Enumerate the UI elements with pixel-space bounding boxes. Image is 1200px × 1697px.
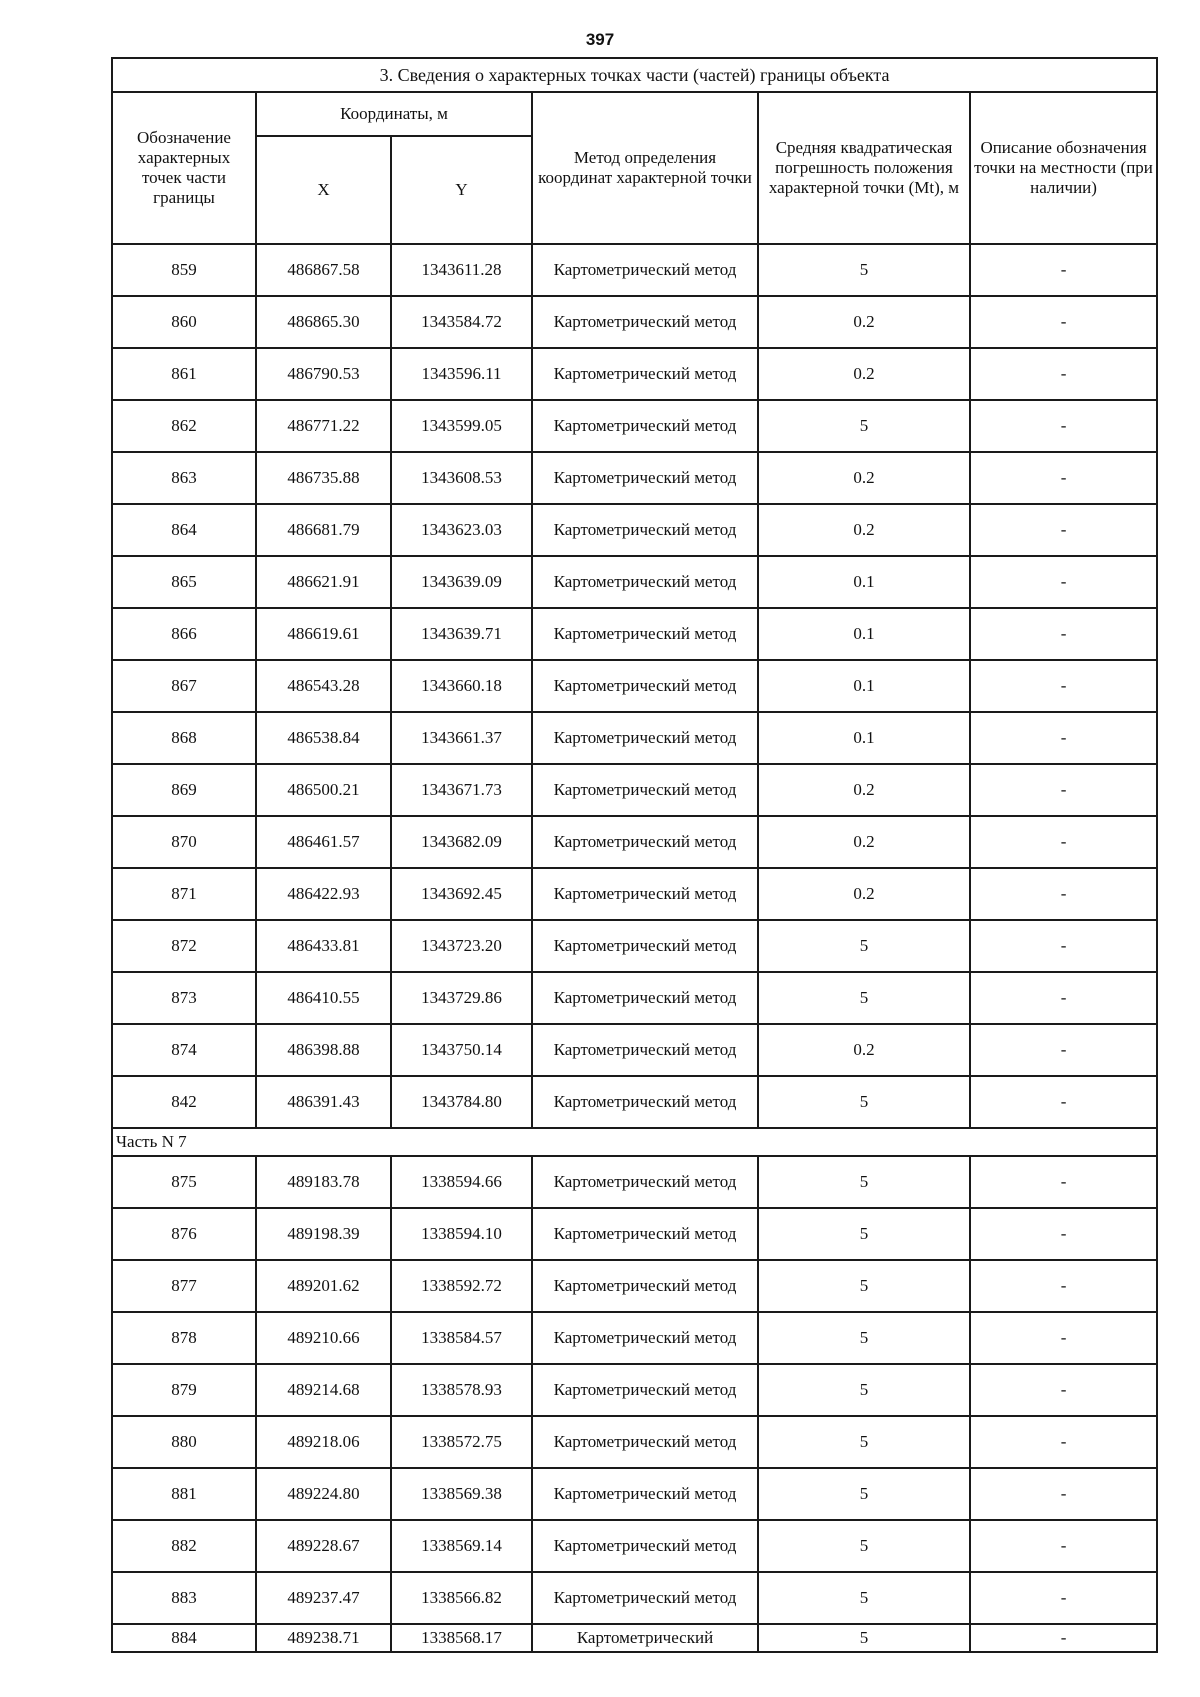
method-cell: [532, 868, 758, 920]
table-row: [112, 1520, 1157, 1572]
method-cell: [532, 1076, 758, 1128]
method-cell: [532, 1416, 758, 1468]
method-cell: [532, 244, 758, 296]
description-cell: -: [970, 1468, 1157, 1520]
description-cell: -: [970, 764, 1157, 816]
y-cell: 1343608.53: [391, 452, 532, 504]
y-cell: 1343639.09: [391, 556, 532, 608]
y-cell: 1338592.72: [391, 1260, 532, 1312]
description-cell: -: [970, 1312, 1157, 1364]
point-id-cell: 862: [112, 400, 256, 452]
description-cell: -: [970, 1024, 1157, 1076]
point-id-cell: 874: [112, 1024, 256, 1076]
method-text: Картометрический метод: [553, 780, 737, 799]
point-id-cell: 878: [112, 1312, 256, 1364]
x-cell: 489198.39: [256, 1208, 391, 1260]
point-id-cell: 863: [112, 452, 256, 504]
description-cell: -: [970, 608, 1157, 660]
y-cell: 1343584.72: [391, 296, 532, 348]
method-text: Картометрический метод: [553, 728, 737, 747]
method-text: Картометрический метод: [553, 988, 737, 1007]
y-cell: 1338594.66: [391, 1156, 532, 1208]
method-text: Картометрический метод: [553, 1328, 737, 1347]
y-cell: 1343596.11: [391, 348, 532, 400]
table-row: [112, 712, 1157, 764]
x-cell: 486398.88: [256, 1024, 391, 1076]
table-row: [112, 868, 1157, 920]
y-cell: 1338569.14: [391, 1520, 532, 1572]
x-cell: 489224.80: [256, 1468, 391, 1520]
x-cell: 486735.88: [256, 452, 391, 504]
description-cell: -: [970, 452, 1157, 504]
y-cell: 1343729.86: [391, 972, 532, 1024]
x-cell: 486433.81: [256, 920, 391, 972]
method-text: Картометрический метод: [553, 1380, 737, 1399]
table-row: [112, 972, 1157, 1024]
point-id-cell: 873: [112, 972, 256, 1024]
method-text: Картометрический метод: [553, 832, 737, 851]
x-cell: 489210.66: [256, 1312, 391, 1364]
header-point: Обозначение характерных точек части границы: [112, 92, 256, 244]
description-cell: -: [970, 712, 1157, 764]
method-cell: [532, 400, 758, 452]
x-cell: 489201.62: [256, 1260, 391, 1312]
method-cell: [532, 972, 758, 1024]
y-cell: 1343639.71: [391, 608, 532, 660]
x-cell: 486461.57: [256, 816, 391, 868]
method-cell: [532, 1260, 758, 1312]
description-cell: -: [970, 1416, 1157, 1468]
method-cell: [532, 296, 758, 348]
point-id-cell: 869: [112, 764, 256, 816]
point-id-cell: 872: [112, 920, 256, 972]
mt-cell: 5: [758, 1208, 970, 1260]
method-cell: [532, 1364, 758, 1416]
method-cell: [532, 816, 758, 868]
y-cell: 1343611.28: [391, 244, 532, 296]
mt-cell: 0.2: [758, 504, 970, 556]
point-id-cell: 861: [112, 348, 256, 400]
table-row: [112, 920, 1157, 972]
y-cell: 1343750.14: [391, 1024, 532, 1076]
method-text: Картометрический метод: [553, 1172, 737, 1191]
table-row: [112, 1260, 1157, 1312]
description-cell: -: [970, 920, 1157, 972]
point-id-cell: 842: [112, 1076, 256, 1128]
y-cell: 1343671.73: [391, 764, 532, 816]
mt-cell: 5: [758, 1364, 970, 1416]
table-row: [112, 608, 1157, 660]
method-text: Картометрический метод: [553, 468, 737, 487]
point-id-cell: 883: [112, 1572, 256, 1624]
description-cell: -: [970, 556, 1157, 608]
y-cell: 1338568.17: [391, 1624, 532, 1652]
header-y: Y: [391, 136, 532, 244]
x-cell: 489237.47: [256, 1572, 391, 1624]
method-cell: [532, 1468, 758, 1520]
x-cell: 486681.79: [256, 504, 391, 556]
y-cell: 1338572.75: [391, 1416, 532, 1468]
description-cell: -: [970, 1364, 1157, 1416]
description-cell: -: [970, 244, 1157, 296]
description-cell: -: [970, 1156, 1157, 1208]
rows-part-a: [112, 244, 1157, 1128]
y-cell: 1338569.38: [391, 1468, 532, 1520]
mt-cell: 5: [758, 1468, 970, 1520]
method-cell: [532, 1520, 758, 1572]
mt-cell: 0.2: [758, 816, 970, 868]
mt-cell: 5: [758, 972, 970, 1024]
table-row: [112, 296, 1157, 348]
y-cell: 1338566.82: [391, 1572, 532, 1624]
mt-cell: 5: [758, 400, 970, 452]
method-text: Картометрический: [576, 1628, 714, 1647]
mt-cell: 5: [758, 1312, 970, 1364]
mt-cell: 5: [758, 1624, 970, 1652]
table-row: [112, 400, 1157, 452]
method-cell: [532, 608, 758, 660]
x-cell: 486410.55: [256, 972, 391, 1024]
point-id-cell: 881: [112, 1468, 256, 1520]
table-row: [112, 452, 1157, 504]
header-coords: Координаты, м: [256, 92, 532, 136]
point-id-cell: 871: [112, 868, 256, 920]
x-cell: 486422.93: [256, 868, 391, 920]
description-cell: -: [970, 348, 1157, 400]
y-cell: 1343723.20: [391, 920, 532, 972]
section-label: Часть N 7: [112, 1128, 1157, 1156]
point-id-cell: 879: [112, 1364, 256, 1416]
point-id-cell: 884: [112, 1624, 256, 1652]
table-row: [112, 1076, 1157, 1128]
method-cell: [532, 348, 758, 400]
x-cell: 489218.06: [256, 1416, 391, 1468]
header-method: Метод определения координат характерной точки: [532, 92, 758, 244]
point-id-cell: 859: [112, 244, 256, 296]
mt-cell: 0.2: [758, 452, 970, 504]
method-cell: [532, 712, 758, 764]
x-cell: 486865.30: [256, 296, 391, 348]
mt-cell: 5: [758, 1076, 970, 1128]
point-id-cell: 860: [112, 296, 256, 348]
page-number: 397: [585, 30, 615, 49]
method-cell: [532, 660, 758, 712]
description-cell: -: [970, 816, 1157, 868]
y-cell: 1338594.10: [391, 1208, 532, 1260]
table-row: [112, 816, 1157, 868]
y-cell: 1343784.80: [391, 1076, 532, 1128]
method-cell: [532, 452, 758, 504]
method-text: Картометрический метод: [553, 416, 737, 435]
method-cell: [532, 1312, 758, 1364]
description-cell: -: [970, 972, 1157, 1024]
description-cell: -: [970, 660, 1157, 712]
method-text: Картометрический метод: [553, 624, 737, 643]
mt-cell: 0.1: [758, 556, 970, 608]
method-text: Картометрический метод: [553, 1276, 737, 1295]
point-id-cell: 865: [112, 556, 256, 608]
y-cell: 1343682.09: [391, 816, 532, 868]
method-cell: [532, 1572, 758, 1624]
point-id-cell: 864: [112, 504, 256, 556]
point-id-cell: 868: [112, 712, 256, 764]
x-cell: 486619.61: [256, 608, 391, 660]
description-cell: -: [970, 1520, 1157, 1572]
point-id-cell: 875: [112, 1156, 256, 1208]
table-row: [112, 660, 1157, 712]
x-cell: 486391.43: [256, 1076, 391, 1128]
description-cell: -: [970, 868, 1157, 920]
table-row: [112, 1208, 1157, 1260]
table-row: [112, 504, 1157, 556]
mt-cell: 5: [758, 1156, 970, 1208]
y-cell: 1343623.03: [391, 504, 532, 556]
mt-cell: 0.2: [758, 348, 970, 400]
y-cell: 1343660.18: [391, 660, 532, 712]
method-cell: [532, 920, 758, 972]
rows-part-b: [112, 1156, 1157, 1652]
point-id-cell: 877: [112, 1260, 256, 1312]
x-cell: 486500.21: [256, 764, 391, 816]
header-x: X: [256, 136, 391, 244]
method-text: Картометрический метод: [553, 1484, 737, 1503]
table-row: [112, 556, 1157, 608]
method-text: Картометрический метод: [553, 936, 737, 955]
table-row: [112, 1156, 1157, 1208]
mt-cell: 5: [758, 1572, 970, 1624]
method-cell: [532, 1208, 758, 1260]
x-cell: 486771.22: [256, 400, 391, 452]
y-cell: 1343692.45: [391, 868, 532, 920]
method-text: Картометрический метод: [553, 260, 737, 279]
description-cell: -: [970, 1572, 1157, 1624]
header-error: Средняя квадратическая погрешность положения характерной точки (Mt), м: [758, 92, 970, 244]
mt-cell: 0.1: [758, 608, 970, 660]
mt-cell: 5: [758, 1260, 970, 1312]
mt-cell: 0.1: [758, 712, 970, 764]
table-row: [112, 1572, 1157, 1624]
method-text: Картометрический метод: [553, 1040, 737, 1059]
boundary-points-table: [111, 57, 1158, 1653]
point-id-cell: 870: [112, 816, 256, 868]
description-cell: -: [970, 1624, 1157, 1652]
table-row: [112, 1024, 1157, 1076]
method-cell: [532, 1156, 758, 1208]
mt-cell: 5: [758, 920, 970, 972]
method-text: Картометрический метод: [553, 572, 737, 591]
method-text: Картометрический метод: [553, 1536, 737, 1555]
x-cell: 489238.71: [256, 1624, 391, 1652]
mt-cell: 0.2: [758, 764, 970, 816]
table-title: 3. Сведения о характерных точках части (частей) границы объекта: [112, 58, 1157, 92]
table-row: [112, 348, 1157, 400]
method-cell: [532, 556, 758, 608]
mt-cell: 0.2: [758, 868, 970, 920]
point-id-cell: 866: [112, 608, 256, 660]
y-cell: 1343661.37: [391, 712, 532, 764]
description-cell: -: [970, 1208, 1157, 1260]
method-text: Картометрический метод: [553, 1432, 737, 1451]
point-id-cell: 880: [112, 1416, 256, 1468]
method-text: Картометрический метод: [553, 1092, 737, 1111]
table-row: [112, 1468, 1157, 1520]
table-row: [112, 1416, 1157, 1468]
mt-cell: 0.2: [758, 296, 970, 348]
method-text: Картометрический метод: [553, 676, 737, 695]
point-id-cell: 876: [112, 1208, 256, 1260]
description-cell: -: [970, 400, 1157, 452]
method-cell: [532, 764, 758, 816]
table-row: [112, 244, 1157, 296]
method-text: Картометрический метод: [553, 520, 737, 539]
y-cell: 1338578.93: [391, 1364, 532, 1416]
mt-cell: 5: [758, 244, 970, 296]
y-cell: 1338584.57: [391, 1312, 532, 1364]
mt-cell: 0.2: [758, 1024, 970, 1076]
x-cell: 486790.53: [256, 348, 391, 400]
method-text: Картометрический метод: [553, 1224, 737, 1243]
description-cell: -: [970, 1076, 1157, 1128]
table-row: [112, 1624, 1157, 1652]
table-row: [112, 764, 1157, 816]
x-cell: 486621.91: [256, 556, 391, 608]
point-id-cell: 882: [112, 1520, 256, 1572]
x-cell: 489228.67: [256, 1520, 391, 1572]
y-cell: 1343599.05: [391, 400, 532, 452]
point-id-cell: 867: [112, 660, 256, 712]
x-cell: 486538.84: [256, 712, 391, 764]
mt-cell: 5: [758, 1416, 970, 1468]
x-cell: 486867.58: [256, 244, 391, 296]
mt-cell: 5: [758, 1520, 970, 1572]
x-cell: 489214.68: [256, 1364, 391, 1416]
method-text: Картометрический метод: [553, 884, 737, 903]
table-row: [112, 1364, 1157, 1416]
x-cell: 486543.28: [256, 660, 391, 712]
x-cell: 489183.78: [256, 1156, 391, 1208]
method-text: Картометрический метод: [553, 312, 737, 331]
description-cell: -: [970, 1260, 1157, 1312]
mt-cell: 0.1: [758, 660, 970, 712]
description-cell: -: [970, 504, 1157, 556]
method-text: Картометрический метод: [553, 1588, 737, 1607]
table-row: [112, 1312, 1157, 1364]
method-cell: [532, 504, 758, 556]
method-cell: [532, 1624, 758, 1652]
method-cell: [532, 1024, 758, 1076]
description-cell: -: [970, 296, 1157, 348]
method-text: Картометрический метод: [553, 364, 737, 383]
header-description: Описание обозначения точки на местности (при наличии): [970, 92, 1157, 244]
